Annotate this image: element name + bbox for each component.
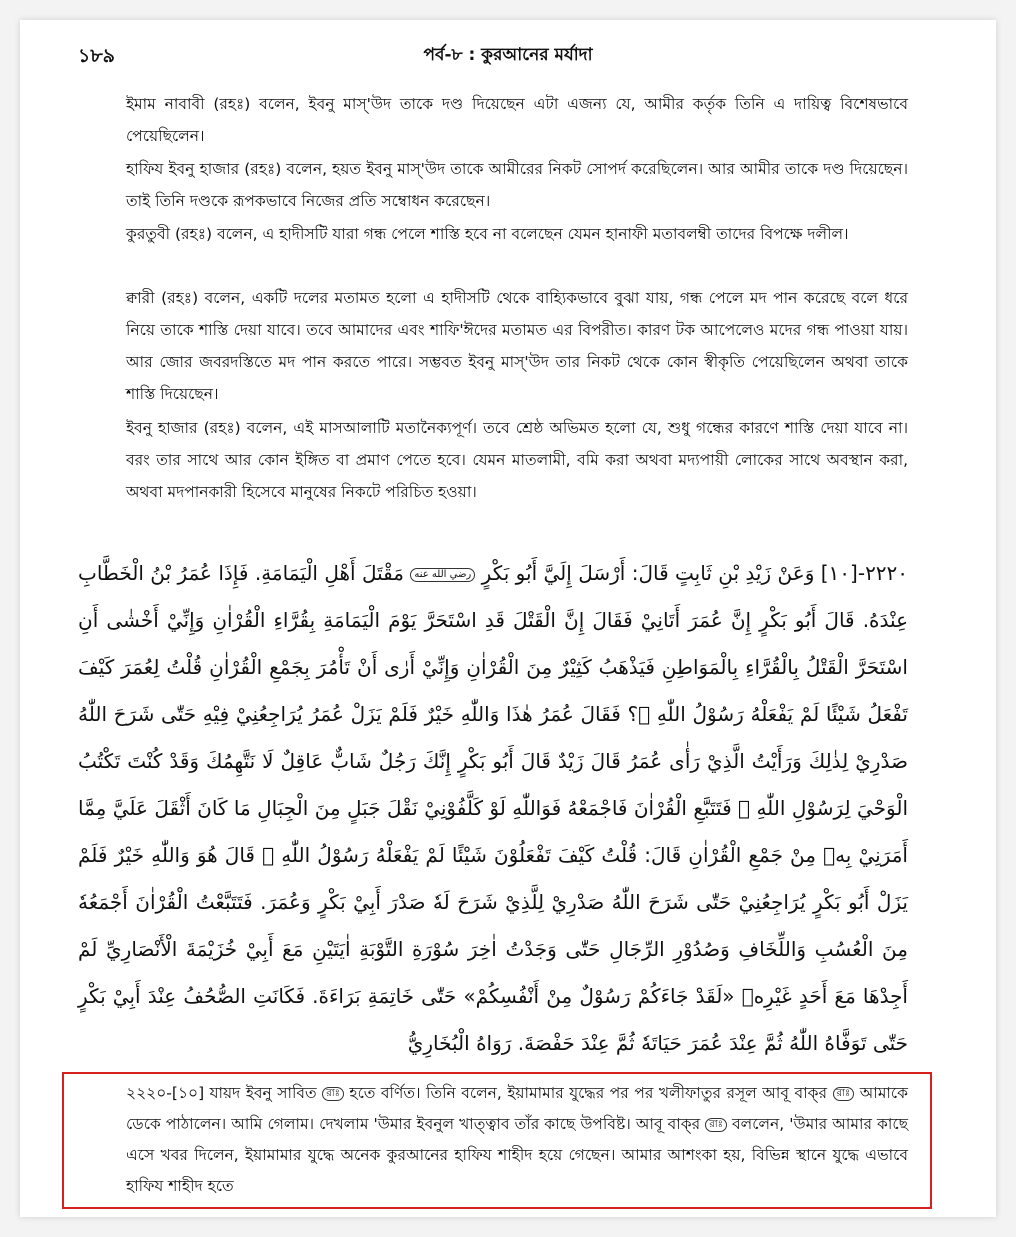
honorific-icon: রাঃ	[833, 1087, 855, 1101]
paragraph-ibn-hajar-1: হাফিয ইবনু হাজার (রহঃ) বলেন, হয়ত ইবনু মাস্‌'উদ তাকে আমীরের নিকট সোপর্দ করেছিলেন। আর আমীর তাকে দণ্ড দিয়েছেন। তাই তিনি দণ্ডকে রূপকভাবে নিজের প্রতি সম্বোধন করেছেন।	[126, 160, 908, 210]
page-number: ১৮৯	[78, 45, 115, 67]
honorific-icon: রাঃ	[705, 1118, 727, 1132]
arabic-hadith-text: ٢٢٢٠-[١٠] وَعَنْ زَيْدِ بْنِ ثَابِتٍ قَالَ: أَرْسَلَ إِلَيَّ أَبُو بَكْرٍ رضي الله عنه مَقْتَلَ أَهْلِ الْيَمَامَةِ. فَإِذَا عُمَرُ بْنُ الْخَطَّابِ عِنْدَهُ. قَالَ أَبُو بَكْرٍ إِنَّ عُمَرَ أَتَانِيْ فَقَالَ إِنَّ الْقَتْلَ قَدِ اسْتَحَرَّ يَوْمَ الْيَمَامَةِ بِقُرَّاءِ الْقُرْاٰنِ وَإِنِّيْ أَخْشٰى أَنِ اسْتَحَرَّ الْقَتْلُ بِالْقُرَّاءِ بِالْمَوَاطِنِ فَيَذْهَبُ كَثِيْرٌ مِنَ الْقُرْاٰنِ وَإِنِّيْ أَرٰى أَنْ تَأْمُرَ بِجَمْعِ الْقُرْاٰنِ قُلْتُ لِعُمَرَ كَيْفَ تَفْعَلُ شَيْئًا لَمْ يَفْعَلْهُ رَسُوْلُ اللّٰهِ ﷺ؟ فَقَالَ عُمَرُ هٰذَا وَاللّٰهِ خَيْرٌ فَلَمْ يَزَلْ عُمَرُ يُرَاجِعُنِيْ فِيْهِ حَتّٰى شَرَحَ اللّٰهُ صَدْرِيْ لِذٰلِكَ وَرَأَيْتُ الَّذِيْ رَأٰى عُمَرُ قَالَ زَيْدٌ قَالَ أَبُو بَكْرٍ إِنَّكَ رَجُلٌ شَابٌّ عَاقِلٌ لَا نَتَّهِمُكَ وَقَدْ كُنْتَ تَكْتُبُ الْوَحْيَ لِرَسُوْلِ اللّٰهِ ﷺ فَتَتَبَّعِ الْقُرْاٰنَ فَاجْمَعْهُ فَوَاللّٰهِ لَوْ كَلَّفُوْنِيْ نَقْلَ جَبَلٍ مِنَ الْجِبَالِ مَا كَانَ أَثْقَلَ عَلَيَّ مِمَّا أَمَرَنِيْ بِهٖ مِنْ جَمْعِ الْقُرْاٰنِ قَالَ: قُلْتُ كَيْفَ تَفْعَلُوْنَ شَيْئًا لَمْ يَفْعَلْهُ رَسُوْلُ اللّٰهِ ﷺ قَالَ هُوَ وَاللّٰهِ خَيْرٌ فَلَمْ يَزَلْ أَبُو بَكْرٍ يُرَاجِعُنِيْ حَتّٰى شَرَحَ اللّٰهُ صَدْرِيْ لِلَّذِيْ شَرَحَ لَهٗ صَدْرَ أَبِيْ بَكْرٍ وَعُمَرَ. فَتَتَبَّعْتُ الْقُرْاٰنَ أَجْمَعُهٗ مِنَ الْعُسُبِ وَاللِّخَافِ وَصُدُوْرِ الرِّجَالِ حَتّٰى وَجَدْتُ اٰخِرَ سُوْرَةِ التَّوْبَةِ اٰيَتَيْنِ مَعَ أَبِيْ خُزَيْمَةَ الْأَنْصَارِيِّ لَمْ أَجِدْهَا مَعَ أَحَدٍ غَيْرِهٖ «لَقَدْ جَاءَكُمْ رَسُوْلٌ مِنْ أَنْفُسِكُمْ» حَتّٰى خَاتِمَةِ بَرَاءَةَ. فَكَانَتِ الصُّحُفُ عِنْدَ أَبِيْ بَكْرٍ حَتّٰى تَوَفَّاهُ اللّٰهُ ثُمَّ عِنْدَ عُمَرَ حَيَاتَهٗ ثُمَّ عِنْدَ حَفْصَةَ. رَوَاهُ الْبُخَارِيُّ	[78, 561, 909, 1055]
paragraph-qari: ক্বারী (রহঃ) বলেন, একটি দলের মতামত হলো এ হাদীসটি থেকে বাহ্যিকভাবে বুঝা যায়, গন্ধ পেলে মদ পান করেছে বলে ধরে নিয়ে তাকে শাস্তি দেয়া যাবে। তবে আমাদের এবং শাফি'ঈদের মতামত এর বিপরীত। কারণ টক আপেলেও মদের গন্ধ পাওয়া যায়। আর জোর জবরদস্তিতে মদ পান করতে পারে। সম্ভবত ইবনু মাস্‌'উদ তার নিকট থেকে কোন স্বীকৃতি পেয়েছিলেন অথবা তাকে শাস্তি দিয়েছেন।	[126, 289, 908, 403]
honorific-icon: رضي الله عنه	[410, 568, 475, 582]
salawat-icon: ﷺ	[738, 796, 751, 820]
document-page	[20, 20, 996, 1217]
salawat-icon: ﷺ	[262, 843, 275, 867]
salawat-icon: ﷺ	[638, 702, 651, 726]
paragraph-qurtubi: কুরতুবী (রহঃ) বলেন, এ হাদীসটি যারা গন্ধ পেলে শাস্তি হবে না বলেছেন যেমন হানাফী মতাবলম্বী তাদের বিপক্ষে দলীল।	[126, 225, 849, 243]
bengali-translation: ২২২০-[১০] যায়দ ইবনু সাবিত রাঃ হতে বর্ণিত। তিনি বলেন, ইয়ামামার যুদ্ধের পর পর খলীফাতুর রসূল আবূ বাক্‌র রাঃ আমাকে ডেকে পাঠালেন। আমি গেলাম। দেখলাম 'উমার ইবনুল খাত্ত্বাব তাঁর কাছে উপবিষ্ট। আবূ বাক্‌র রাঃ বললেন, 'উমার আমার কাছে এসে খবর দিলেন, ইয়ামামার যুদ্ধে অনেক কুরআনের হাফিয শাহীদ হয়ে গেছেন। আমার আশংকা হয়, বিভিন্ন স্থানে যুদ্ধে এভাবে হাফিয শাহীদ হতে	[126, 1084, 909, 1195]
honorific-icon: রাঃ	[322, 1087, 344, 1101]
running-header: পর্ব-৮ : কুরআনের মর্যাদা	[423, 45, 593, 65]
paragraph-nawawi: ইমাম নাবাবী (রহঃ) বলেন, ইবনু মাস্‌'উদ তাকে দণ্ড দিয়েছেন এটা এজন্য যে, আমীর কর্তৃক তিনি এ দায়িত্ব বিশেষভাবে পেয়েছিলেন।	[126, 95, 908, 145]
paragraph-ibn-hajar-2: ইবনু হাজার (রহঃ) বলেন, এই মাসআলাটি মতানৈক্যপূর্ণ। তবে শ্রেষ্ঠ অভিমত হলো যে, শুধু গন্ধের কারণে শাস্তি দেয়া যাবে না। বরং তার সাথে আর কোন ইঙ্গিত বা প্রমাণ পেতে হবে। যেমন মাতলামী, বমি করা অথবা মদ্যপায়ী লোকের সাথে অবস্থান করা, অথবা মদপানকারী হিসেবে মানুষের নিকটে পরিচিত হওয়া।	[126, 419, 908, 501]
